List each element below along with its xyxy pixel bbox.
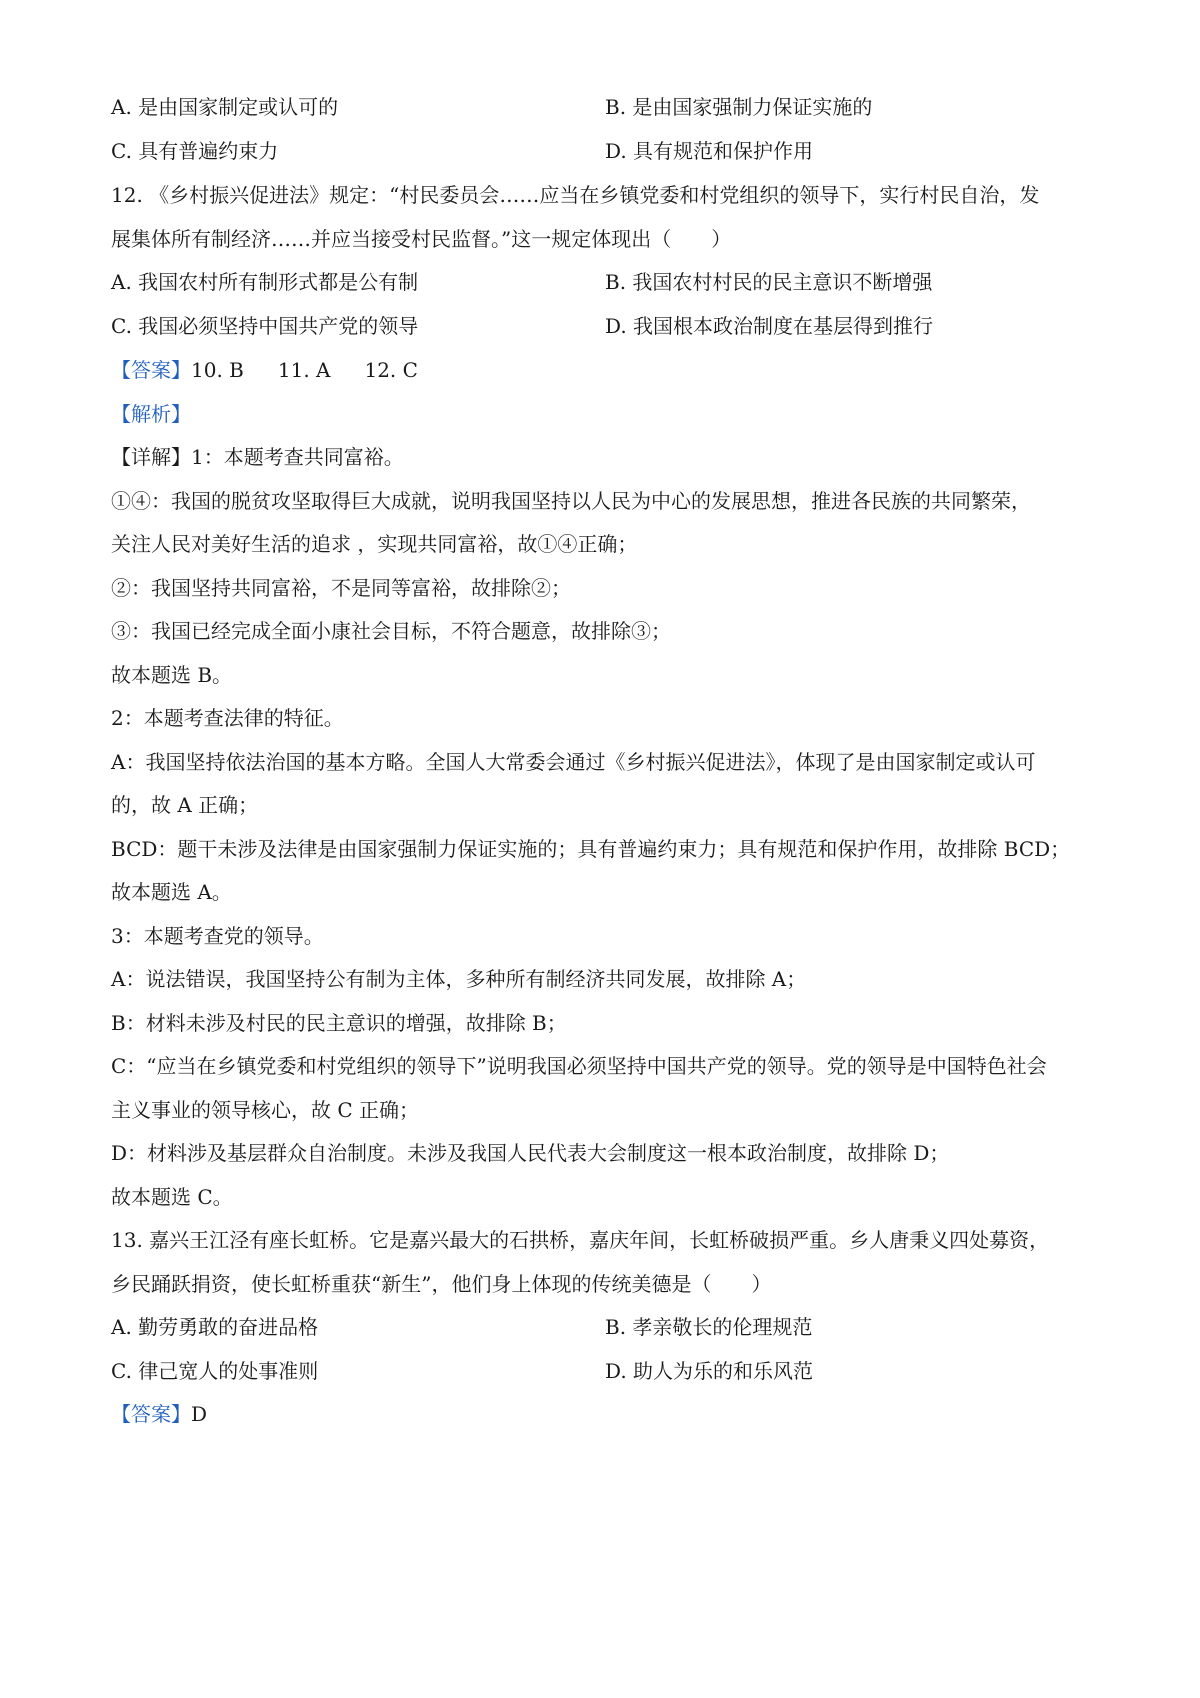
detail-line-8: A：我国坚持依法治国的基本方略。全国人大常委会通过《乡村振兴促进法》，体现了是由国家制定或认可 bbox=[111, 750, 1036, 774]
q12-option-c: C. 我国必须坚持中国共产党的领导 bbox=[111, 314, 419, 338]
q13-option-d: D. 助人为乐的和乐风范 bbox=[605, 1359, 814, 1383]
q13-option-c: C. 律己宽人的处事准则 bbox=[111, 1359, 319, 1383]
answer13-label: 【答案】 bbox=[111, 1402, 191, 1426]
q11-option-c: C. 具有普遍约束力 bbox=[111, 139, 279, 163]
detail-line-16: 主义事业的领导核心，故 C 正确； bbox=[111, 1098, 420, 1122]
detail-line-18: 故本题选 C。 bbox=[111, 1185, 233, 1209]
answer-line bbox=[111, 356, 1101, 384]
detail-line-5: ③：我国已经完成全面小康社会目标，不符合题意，故排除③； bbox=[111, 619, 671, 643]
detail-line-14: B：材料未涉及村民的民主意识的增强，故排除 B； bbox=[111, 1011, 567, 1035]
detail-line-17: D：材料涉及基层群众自治制度。未涉及我国人民代表大会制度这一根本政治制度，故排除 D； bbox=[111, 1141, 950, 1165]
detail-line-3: 关注人民对美好生活的追求 ，实现共同富裕，故①④正确； bbox=[111, 532, 638, 556]
answer-11: 11. A bbox=[277, 358, 331, 382]
answer-10: 10. B bbox=[191, 358, 244, 382]
detail-line-11: 故本题选 A。 bbox=[111, 880, 232, 904]
q13-option-b: B. 孝亲敬长的伦理规范 bbox=[605, 1315, 813, 1339]
q12-option-a: A. 我国农村所有制形式都是公有制 bbox=[111, 270, 419, 294]
detail-text-1: 1：本题考查共同富裕。 bbox=[191, 445, 404, 469]
q11-option-d: D. 具有规范和保护作用 bbox=[605, 139, 814, 163]
q12-option-d: D. 我国根本政治制度在基层得到推行 bbox=[605, 314, 934, 338]
detail-label: 【详解】 bbox=[111, 445, 191, 469]
detail-line-4: ②：我国坚持共同富裕，不是同等富裕，故排除②； bbox=[111, 576, 571, 600]
detail-line-10: BCD：题干未涉及法律是由国家强制力保证实施的；具有普遍约束力；具有规范和保护作用，故排除 BCD； bbox=[111, 837, 1071, 861]
answer13-line bbox=[111, 1400, 1101, 1428]
detail-line-9: 的，故 A 正确； bbox=[111, 793, 259, 817]
detail-line-12: 3：本题考查党的领导。 bbox=[111, 924, 324, 948]
analysis-label-line bbox=[111, 400, 1101, 428]
answer13-value: D bbox=[191, 1402, 208, 1426]
q13-stem-line1: 13. 嘉兴王江泾有座长虹桥。它是嘉兴最大的石拱桥，嘉庆年间，长虹桥破损严重。乡人唐秉义四处募资， bbox=[111, 1228, 1050, 1252]
q11-option-a: A. 是由国家制定或认可的 bbox=[111, 95, 339, 119]
detail-line-15: C：“应当在乡镇党委和村党组织的领导下”说明我国必须坚持中国共产党的领导。党的领导是中国特色社会 bbox=[111, 1054, 1047, 1078]
detail-line-2: ①④：我国的脱贫攻坚取得巨大成就，说明我国坚持以人民为中心的发展思想，推进各民族的共同繁荣， bbox=[111, 489, 1031, 513]
answer-12: 12. C bbox=[364, 358, 418, 382]
q11-option-b: B. 是由国家强制力保证实施的 bbox=[605, 95, 873, 119]
answer-label: 【答案】 bbox=[111, 358, 191, 382]
detail-line-13: A：说法错误，我国坚持公有制为主体，多种所有制经济共同发展，故排除 A； bbox=[111, 967, 807, 991]
q13-option-a: A. 勤劳勇敢的奋进品格 bbox=[111, 1315, 319, 1339]
q12-option-b: B. 我国农村村民的民主意识不断增强 bbox=[605, 270, 933, 294]
q13-stem-line2: 乡民踊跃捐资，使长虹桥重获“新生”，他们身上体现的传统美德是（ ） bbox=[111, 1272, 772, 1296]
detail-line-7: 2：本题考查法律的特征。 bbox=[111, 706, 344, 730]
detail-line-6: 故本题选 B。 bbox=[111, 663, 233, 687]
q12-stem-line1: 12. 《乡村振兴促进法》规定：“村民委员会……应当在乡镇党委和村党组织的领导下，实行村民自治，发 bbox=[111, 183, 1040, 207]
analysis-label: 【解析】 bbox=[111, 402, 191, 426]
detail-line-1 bbox=[111, 443, 1101, 471]
q12-stem-line2: 展集体所有制经济……并应当接受村民监督。”这一规定体现出（ ） bbox=[111, 227, 732, 251]
